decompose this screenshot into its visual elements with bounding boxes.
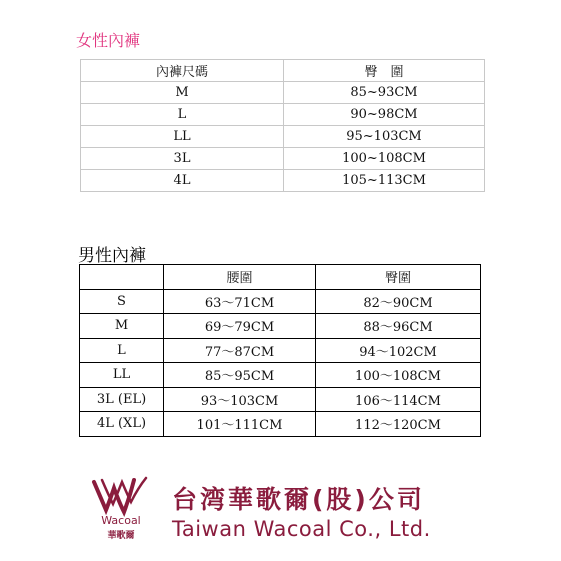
- size-cell: L: [80, 338, 164, 363]
- column-header-hip: 臀 圍: [284, 60, 485, 82]
- women-size-table: [80, 59, 485, 192]
- table-row: [80, 363, 481, 388]
- hip-cell: 105~113CM: [284, 170, 485, 192]
- size-cell: M: [80, 314, 164, 339]
- women-section-title: 女性內褲: [76, 31, 141, 50]
- size-cell: LL: [81, 126, 284, 148]
- table-row: [80, 412, 481, 437]
- hip-cell: 95~103CM: [284, 126, 485, 148]
- company-name-english: Taiwan Wacoal Co., Ltd.: [172, 517, 431, 541]
- hip-cell: 106～114CM: [316, 387, 481, 412]
- logo-chinese-name: 華歌爾: [107, 531, 135, 541]
- size-cell: 4L (XL): [80, 412, 164, 437]
- hip-cell: 112～120CM: [316, 412, 481, 437]
- waist-cell: 63～71CM: [164, 289, 316, 314]
- table-row: [80, 314, 481, 339]
- table-row: [81, 170, 485, 192]
- column-header-size: [80, 265, 164, 290]
- hip-cell: 88～96CM: [316, 314, 481, 339]
- size-cell: M: [81, 82, 284, 104]
- size-cell: 4L: [81, 170, 284, 192]
- table-row: [80, 289, 481, 314]
- hip-cell: 100~108CM: [284, 148, 485, 170]
- size-cell: L: [81, 104, 284, 126]
- hip-cell: 90~98CM: [284, 104, 485, 126]
- hip-cell: 85~93CM: [284, 82, 485, 104]
- table-header-row: [81, 60, 485, 82]
- table-row: [80, 338, 481, 363]
- hip-cell: 94～102CM: [316, 338, 481, 363]
- table-row: [81, 104, 485, 126]
- men-size-table: [79, 264, 481, 437]
- table-row: [81, 82, 485, 104]
- table-row: [81, 148, 485, 170]
- company-name-chinese: 台湾華歌爾(股)公司: [172, 485, 425, 514]
- size-cell: 3L: [81, 148, 284, 170]
- logo-wordmark: Wacoal: [101, 514, 141, 527]
- size-cell: 3L (EL): [80, 387, 164, 412]
- waist-cell: 77～87CM: [164, 338, 316, 363]
- hip-cell: 82～90CM: [316, 289, 481, 314]
- hip-cell: 100～108CM: [316, 363, 481, 388]
- column-header-size: 內褲尺碼: [81, 60, 284, 82]
- table-header-row: [80, 265, 481, 290]
- waist-cell: 101～111CM: [164, 412, 316, 437]
- column-header-waist: 腰圍: [164, 265, 316, 290]
- column-header-hip: 臀圍: [316, 265, 481, 290]
- waist-cell: 85～95CM: [164, 363, 316, 388]
- waist-cell: 69～79CM: [164, 314, 316, 339]
- table-row: [80, 387, 481, 412]
- size-cell: S: [80, 289, 164, 314]
- men-section-title: 男性內褲: [78, 246, 146, 266]
- table-row: [81, 126, 485, 148]
- waist-cell: 93～103CM: [164, 387, 316, 412]
- size-cell: LL: [80, 363, 164, 388]
